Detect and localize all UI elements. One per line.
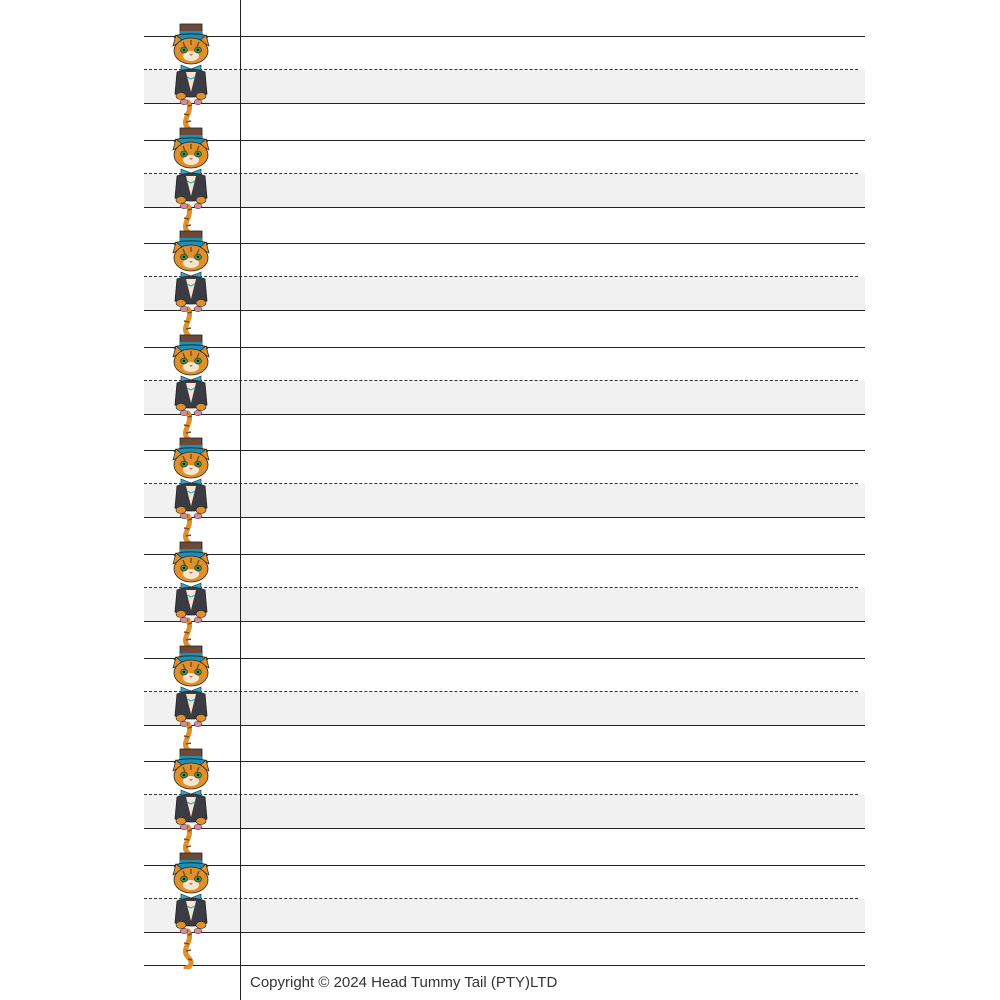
top-rule-line	[144, 554, 865, 555]
shaded-band	[144, 795, 865, 828]
cat-in-top-hat-icon	[164, 644, 218, 762]
cat-in-top-hat-icon	[164, 540, 218, 658]
shaded-band	[144, 174, 865, 207]
dashed-midline	[144, 380, 858, 381]
baseline-rule-line	[144, 517, 865, 518]
cat-in-top-hat-icon	[164, 22, 218, 140]
baseline-rule-line	[144, 310, 865, 311]
baseline-rule-line	[144, 103, 865, 104]
cat-in-top-hat-icon	[164, 229, 218, 347]
writing-row	[144, 865, 865, 969]
top-rule-line	[144, 347, 865, 348]
dashed-midline	[144, 173, 858, 174]
dashed-midline	[144, 794, 858, 795]
baseline-rule-line	[144, 207, 865, 208]
baseline-rule-line	[144, 621, 865, 622]
writing-row	[144, 140, 865, 244]
shaded-band	[144, 692, 865, 725]
dashed-midline	[144, 691, 858, 692]
cat-in-top-hat-icon	[164, 747, 218, 865]
shaded-band	[144, 381, 865, 414]
cat-in-top-hat-icon	[164, 126, 218, 244]
copyright-text: Copyright © 2024 Head Tummy Tail (PTY)LTD	[250, 974, 558, 991]
top-rule-line	[144, 243, 865, 244]
cat-in-top-hat-icon	[164, 436, 218, 554]
writing-row	[144, 761, 865, 865]
cat-in-top-hat-icon	[164, 333, 218, 451]
writing-row	[144, 36, 865, 140]
writing-row	[144, 243, 865, 347]
top-rule-line	[144, 761, 865, 762]
margin-line	[240, 0, 241, 1000]
top-rule-line	[144, 450, 865, 451]
dashed-midline	[144, 69, 858, 70]
dashed-midline	[144, 587, 858, 588]
bottom-rule-line	[144, 965, 865, 966]
writing-row	[144, 554, 865, 658]
shaded-band	[144, 484, 865, 517]
shaded-band	[144, 588, 865, 621]
writing-row	[144, 658, 865, 762]
baseline-rule-line	[144, 725, 865, 726]
top-rule-line	[144, 865, 865, 866]
writing-row	[144, 450, 865, 554]
baseline-rule-line	[144, 932, 865, 933]
top-rule-line	[144, 658, 865, 659]
cat-in-top-hat-icon	[164, 851, 218, 969]
shaded-band	[144, 70, 865, 103]
dashed-midline	[144, 276, 858, 277]
shaded-band	[144, 277, 865, 310]
writing-row	[144, 347, 865, 451]
top-rule-line	[144, 140, 865, 141]
dashed-midline	[144, 483, 858, 484]
top-rule-line	[144, 36, 865, 37]
baseline-rule-line	[144, 414, 865, 415]
dashed-midline	[144, 898, 858, 899]
baseline-rule-line	[144, 828, 865, 829]
shaded-band	[144, 899, 865, 932]
